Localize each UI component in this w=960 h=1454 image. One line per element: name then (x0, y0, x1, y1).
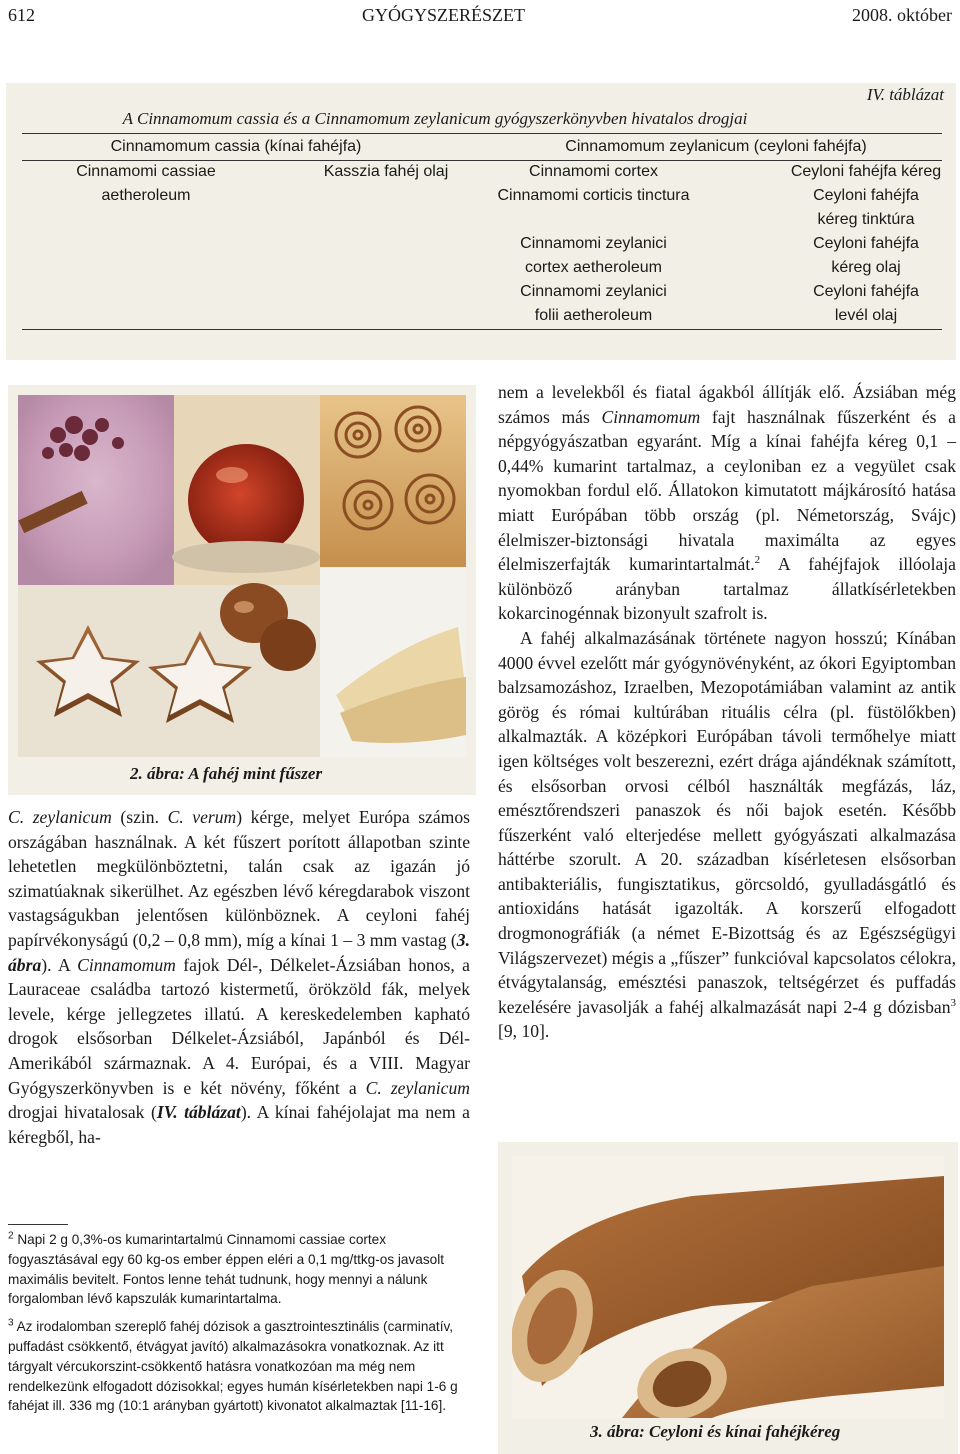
table-label: IV. táblázat (866, 85, 944, 104)
figure-3-caption: 3. ábra: Ceyloni és kínai fahéjkéreg (590, 1422, 841, 1441)
page-number: 612 (8, 4, 35, 25)
cassia-hungarian-name: Kasszia fahéj olaj (323, 163, 449, 180)
left-paragraph: C. zeylanicum (szin. C. verum) kérge, melyet Európa számos országában használnak. A két fűszert porított állapotban szinte lehetetlen megkülönböztetni, talán csak az igazán jó szimatúaknak sikerülhet. Az egészben lévő kéregdarabok viszont vastagságukban jelentősen különböznek. A ceyloni fahéj papírvékonyságú (0,2 – 0,8 mm), míg a kínai 1 – 3 mm vastag (3. ábra). A Cinnamomum fajok Dél-, Délkelet-Ázsiában honos, a Lauraceae családba tartozó kistermetű, örökzöld fák, melyek levele, kérge jellegzetes illatú. A kereskedelemben kapható drogok elsősorban Délkelet-Ázsiából, Japánból és Dél-Amerikából származnak. A 4. Európai, és a VIII. Magyar Gyógyszerkönyvben is e két növény, főként a C. zeylanicum drogjai hivatalosak (IV. táblázat). A kínai fahéjolajat ma nem a kéregből, ha- (8, 807, 470, 1147)
zeylanicum-row-1-hungarian: Ceyloni fahéjfa kéreg (790, 163, 942, 180)
right-column-text (498, 380, 956, 1044)
footnote-rule (8, 1224, 68, 1225)
running-head (8, 2, 952, 28)
cassia-latin-name: Cinnamomi cassiae aetheroleum (76, 163, 216, 204)
figure-3 (498, 1142, 958, 1454)
right-paragraph-1: nem a levelekből és fiatal ágakból állítják elő. Ázsiában még számos más Cinnamomum fajt használnak fűszerként és a népgyógyászatban egyaránt. Míg a kínai fahéjfa kéreg 0,1 – 0,44% kumarint tartalmaz, a ceyloniban ez a vegyület csak nyomokban fordul elő. Állatokon kimutatott májkárosító hatása miatt Európában több ország (pl. Németország, Svájc) élelmiszer-biztonsági hivatala maximálta az egyes élelmiszerfajták kumarintartalmát.$^2$ A fahéjfajok illóolaja különböző arányban tartalmaz állatkísérletekben kokarcinogénnak bizonyult szafrolt is. (498, 382, 956, 624)
zeylanicum-row-3-hungarian: Ceyloni fahéjfa kéreg olaj (813, 235, 919, 276)
table-title: A Cinnamomum cassia és a Cinnamomum zeylanicum gyógyszerkönyvben hivatalos drogjai (122, 109, 748, 128)
col-group-zeylanicum: Cinnamomum zeylanicum (ceyloni fahéjfa) (565, 138, 867, 155)
col-group-cassia: Cinnamomum cassia (kínai fahéjfa) (110, 138, 362, 155)
footnote-3: $^3$ Az irodalomban szereplő fahéj dózisok a gasztrointesztinális (carminatív, puffadást csökkentő, étvágyat javító) alkalmazásokra vonatkoznak. Az itt tárgyalt vércukorszint-csökkentő hatásra vonatkozóan ma még nem rendelkezünk elfogadott dózisokkal; egyes humán kísérletekben napi 1-6 g fahéjat ill. 336 mg (10:1 arányban gyártott) kivonatot alkalmaztak [11-16]. (8, 1317, 458, 1414)
zeylanicum-row-2-latin: Cinnamomi corticis tinctura (497, 187, 690, 204)
figure-2-photo-collage (18, 395, 466, 757)
table-top-rule (22, 133, 942, 134)
issue-date: 2008. október (852, 4, 952, 25)
figure-3-cinnamon-bark-photo (512, 1156, 944, 1418)
right-paragraph-2: A fahéj alkalmazásának története nagyon hosszú; Kínában 4000 évvel ezelőtt már gyógynövényként, az ókori Egyiptomban balzsamozáshoz, Izraelben, Mezopotámiában valamint az antik görög és római kultúrában rituális célra (pl. füstölőkben) alkalmazták. A középkori Európában távoli termőhelye miatt igen költséges volt beszerezni, ezért drága ajándéknak számított, és elsősorban orvosi célból használták megfázás, láz, emésztőrendszeri panaszok és női bajok esetén. Később fűszerként való elterjedése mellett gyógyászati alkalmazása háttérbe szorult. A 20. században kísérletesen elsősorban antibakteriális, fungisztatikus, görcsoldó, gyulladásgátló és antioxidáns hatását igazolták. A korszerű elfogadott drogmonográfiák (a német E-Bizottság és az Egészségügyi Világszervezet) mégis a „fűszer” funkcióval kapcsolatos célokra, étvágytalanság, emésztési panaszok, teltségérzet és puffadás kezelésére javasolják a fahéj alkalmazását napi 2-4 g dózisban$^3$ [9, 10]. (498, 627, 956, 1042)
table-bottom-rule (22, 329, 942, 330)
zeylanicum-row-4-hungarian: Ceyloni fahéjfa levél olaj (813, 283, 919, 324)
zeylanicum-row-1-latin: Cinnamomi cortex (529, 163, 658, 180)
zeylanicum-row-4-latin: Cinnamomi zeylanici folii aetheroleum (520, 283, 667, 324)
table-iv (6, 83, 956, 360)
left-column-text (8, 805, 470, 1149)
figure-2-caption: 2. ábra: A fahéj mint fűszer (130, 764, 323, 783)
zeylanicum-row-3-latin: Cinnamomi zeylanici cortex aetheroleum (520, 235, 667, 276)
journal-title: GYÓGYSZERÉSZET (362, 4, 525, 25)
footnotes (8, 1224, 470, 1424)
zeylanicum-row-2-hungarian: Ceyloni fahéjfa kéreg tinktúra (813, 187, 919, 228)
figure-2 (8, 385, 476, 795)
footnote-2: $^2$ Napi 2 g 0,3%-os kumarintartalmú Cinnamomi cassiae cortex fogyasztásával egy 60 kg-os ember éppen eléri a 0,1 mg/ttkg-os javasolt maximális bevitelt. Fontos lenne tehát tudnunk, hogy mennyi a nálunk forgalomban lévő kapszulák kumarintartalma. (8, 1230, 444, 1307)
